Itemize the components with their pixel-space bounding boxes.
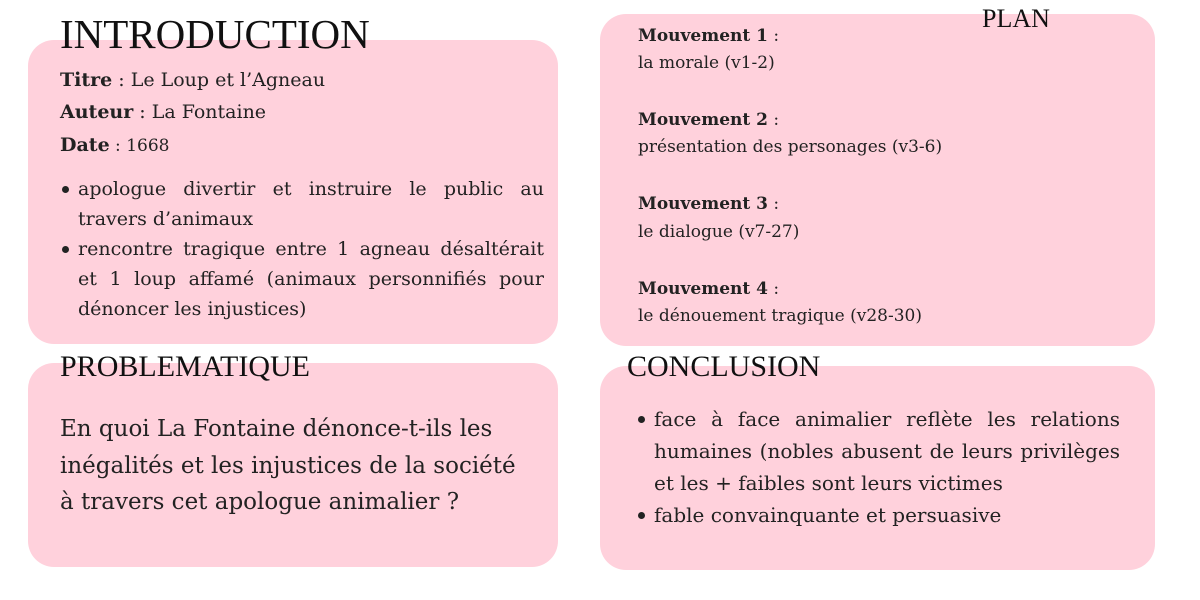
titre-line	[60, 68, 325, 93]
problematique-line-3: à travers cet apologue animalier ?	[60, 489, 460, 515]
movement-1-title: Mouvement 1 :	[638, 26, 780, 46]
list-item: fable convainquante et persuasive	[636, 499, 1120, 531]
titre-value: : Le Loup et l’Agneau	[112, 69, 326, 91]
list-item: rencontre tragique entre 1 agneau désaltérait et 1 loup affamé (animaux personnifiés pour dénoncer les injustices)	[60, 234, 544, 324]
date-line	[60, 133, 169, 158]
conclusion-bullet-list	[636, 403, 1120, 531]
movement-2-desc: présentation des personages (v3-6)	[638, 137, 943, 157]
list-item: face à face animalier reflète les relations humaines (nobles abusent de leurs privilèges et les + faibles sont leurs victimes	[636, 403, 1120, 499]
auteur-line	[60, 100, 266, 125]
movement-1-desc: la morale (v1-2)	[638, 53, 775, 73]
date-label: Date	[60, 134, 110, 156]
introduction-bullet-list	[60, 174, 544, 324]
auteur-value: : La Fontaine	[133, 101, 267, 123]
movement-3-title: Mouvement 3 :	[638, 194, 780, 214]
problematique-line-2: inégalités et les injustices de la société	[60, 453, 516, 479]
movement-3-desc: le dialogue (v7-27)	[638, 222, 800, 242]
movement-2-title: Mouvement 2 :	[638, 110, 780, 130]
date-value: : 1668	[109, 136, 170, 156]
conclusion-heading: CONCLUSION	[627, 350, 821, 383]
movement-4-desc: le dénouement tragique (v28-30)	[638, 306, 922, 326]
list-item: apologue divertir et instruire le public au travers d’animaux	[60, 174, 544, 234]
movement-4-title: Mouvement 4 :	[638, 279, 780, 299]
titre-label: Titre	[60, 69, 113, 91]
introduction-heading: INTRODUCTION	[60, 11, 370, 57]
auteur-label: Auteur	[60, 101, 134, 123]
plan-heading: PLAN	[982, 4, 1050, 33]
problematique-line-1: En quoi La Fontaine dénonce-t-ils les	[60, 416, 493, 442]
problematique-heading: PROBLEMATIQUE	[60, 350, 311, 383]
